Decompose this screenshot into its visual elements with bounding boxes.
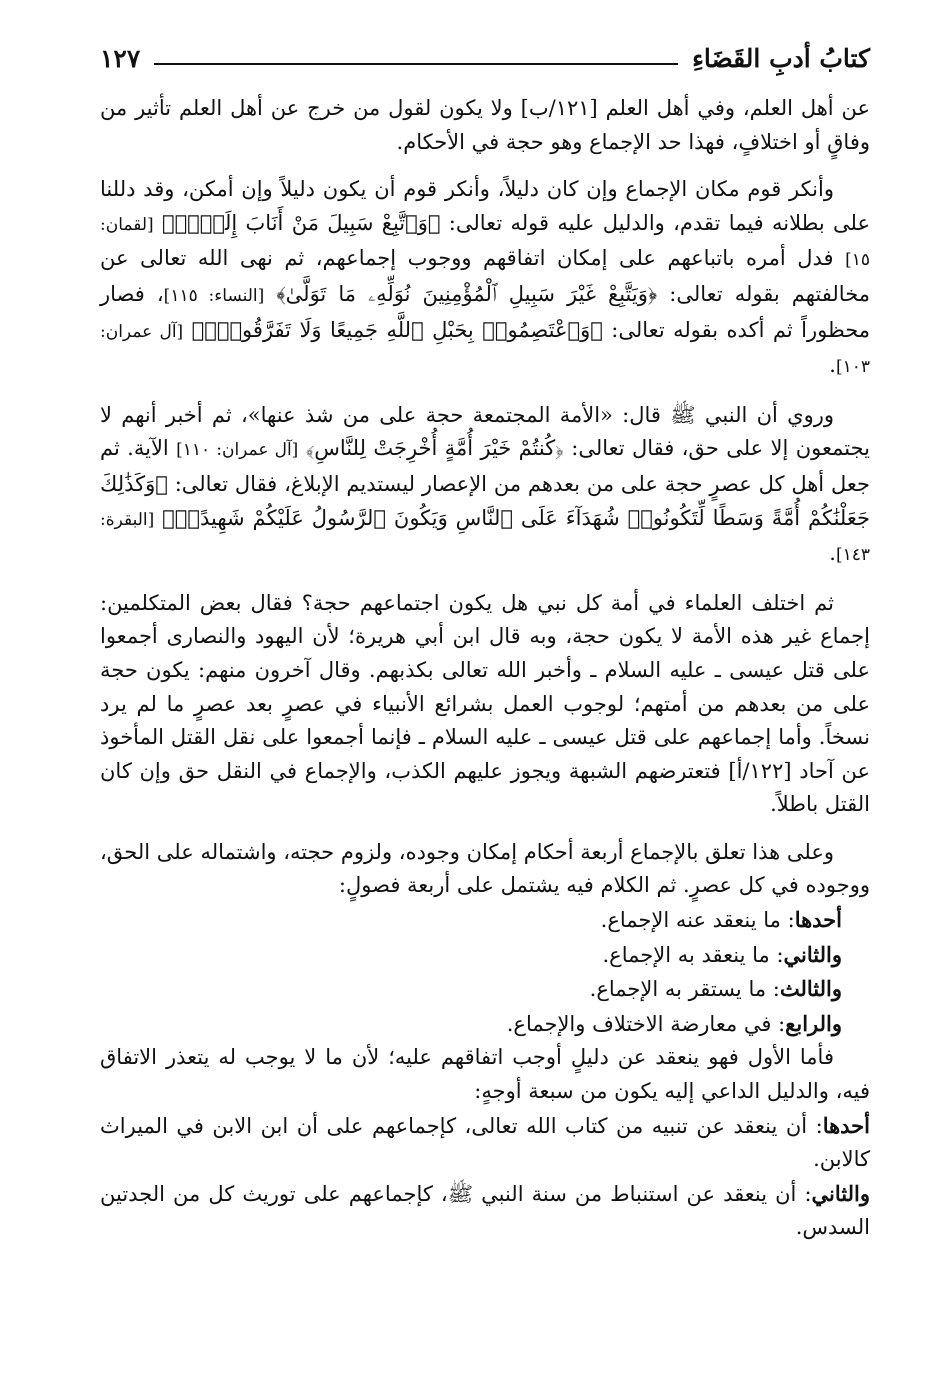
paragraph: عن أهل العلم، وفي أهل العلم [١٢١/ب] ولا يكون لقول من خرج عن أهل العلم تأثير من وفاقٍ أو اختلافٍ، فهذا حد الإجماع وهو حجة في الأحكام. — [100, 96, 870, 154]
section-item — [100, 1007, 870, 1042]
page-number: ١٢٧ — [100, 43, 141, 73]
section-label: والثالث — [779, 976, 842, 1002]
verse-reference: [آل عمران: ١١٠] — [176, 440, 299, 461]
section-label: أحدها — [794, 907, 842, 933]
section-text: : في معارضة الاختلاف والإجماع. — [506, 1011, 786, 1036]
way-item — [100, 1177, 870, 1245]
running-header — [100, 38, 870, 78]
verse-reference: [لقمان: ١٥] — [100, 214, 870, 271]
section-label: والرابع — [785, 1010, 842, 1036]
verse-reference: [النساء: ١١٥] — [163, 285, 265, 306]
way-text: : أن ينعقد عن استنباط من سنة النبي ﷺ، كإجماعهم على توريث كل من الجدتين السدس. — [100, 1181, 870, 1240]
section-item — [100, 972, 870, 1007]
way-text: : أن ينعقد عن تنبيه من كتاب الله تعالى، كإجماعهم على أن ابن الابن في الميراث كالابن. — [100, 1113, 870, 1172]
way-label: والثاني — [811, 1180, 870, 1206]
paragraph-text: . — [829, 541, 836, 566]
verse-reference: [البقرة: ١٤٣] — [100, 509, 870, 566]
way-item — [100, 1109, 870, 1177]
paragraph-text: ، فصار محظوراً ثم أكده بقوله تعالى: ﴿وَٱعْتَصِمُوا۟ بِحَبْلِ ٱللَّهِ جَمِيعًا وَلَا تَفَرَّقُوا۟ۚ﴾ — [100, 281, 870, 342]
paragraph — [100, 399, 870, 573]
paragraph-text: وروي أن النبي ﷺ قال: «الأمة المجتمعة حجة على من شذ عنها»، ثم أخبر أنهم لا يجتمعون إلا على حق، فقال تعالى: ﴿كُنتُمْ خَيْرَ أُمَّةٍ أُخْرِجَتْ لِلنَّاسِ﴾ — [100, 402, 870, 461]
paragraph-text: . — [829, 353, 836, 378]
paragraph-text: فدل أمره باتباعهم على إمكان اتفاقهم ووجوب إجماعهم، ثم نهى الله تعالى عن مخالفتهم بقوله تعالى: ﴿وَيَتَّبِعْ غَيْرَ سَبِيلِ ٱلْمُؤْمِنِينَ نُوَلِّهِۦ مَا تَوَلَّىٰ﴾ — [100, 246, 870, 306]
paragraph-text: وأنكر قوم مكان الإجماع وإن كان دليلاً، وأنكر قوم أن يكون دليلاً وإن أمكن، وقد دللنا على بطلانه فيما تقدم، والدليل عليه قوله تعالى: ﴿وَٱتَّبِعْ سَبِيلَ مَنْ أَنَابَ إِلَىَّۚ﴾ — [100, 177, 870, 235]
paragraph-text: الآية. ثم جعل أهل كل عصرٍ حجة على من بعدهم من الإعصار ليستديم الإبلاغ، فقال تعالى: ﴿وَكَذَٰلِكَ جَعَلْنَٰكُمْ أُمَّةً وَسَطًا لِّتَكُونُوا۟ شُهَدَآءَ عَلَى ٱلنَّاسِ وَيَكُونَ ٱلرَّسُولُ عَلَيْكُمْ شَهِيدًاۗ﴾ — [100, 436, 870, 530]
paragraph: فأما الأول فهو ينعقد عن دليلٍ أوجب اتفاقهم عليه؛ لأن ما لا يوجب له يتعذر الاتفاق فيه، والدليل الداعي إليه يكون من سبعة أوجهٍ: — [100, 1045, 870, 1104]
paragraph — [100, 173, 870, 385]
verse-reference: [آل عمران: ١٠٣] — [100, 321, 870, 378]
header-rule — [154, 63, 678, 65]
section-text: : ما يستقر به الإجماع. — [589, 977, 780, 1002]
chapter-title: كتابُ أدبِ القَضَاءِ — [692, 43, 870, 73]
section-text: : ما ينعقد عنه الإجماع. — [600, 908, 795, 933]
section-item — [100, 938, 870, 973]
page-body — [100, 92, 870, 1245]
section-label: والثاني — [783, 941, 842, 967]
paragraph: وعلى هذا تعلق بالإجماع أربعة أحكام إمكان وجوده، ولزوم حجته، واشتماله على الحق، ووجوده في كل عصرٍ. ثم الكلام فيه يشتمل على أربعة فصولٍ: — [100, 839, 870, 898]
section-text: : ما ينعقد به الإجماع. — [602, 942, 784, 967]
paragraph: ثم اختلف العلماء في أمة كل نبي هل يكون اجتماعهم حجة؟ فقال بعض المتكلمين: إجماع غير هذه الأمة لا يكون حجة، وبه قال ابن أبي هريرة؛ لأن اليهود والنصارى أجمعوا على قتل عيسى ـ عليه السلام ـ وأخبر الله تعالى بكذبهم. وقال آخرون منهم: يكون حجة على من بعدهم من أمتهم؛ لوجوب العمل بشرائع الأنبياء في عصرٍ بعد عصرٍ ما لم يرد نسخاً. وأما إجماعهم على قتل عيسى ـ عليه السلام ـ فإنما أجمعوا على نقل القتل المأخوذ عن آحاد [١٢٢/أ] فتعترضهم الشبهة ويجوز عليهم الكذب، والإجماع في النقل حق وإن كان القتل باطلاً. — [100, 590, 870, 817]
way-label: أحدها — [822, 1112, 870, 1138]
section-item — [100, 903, 870, 938]
